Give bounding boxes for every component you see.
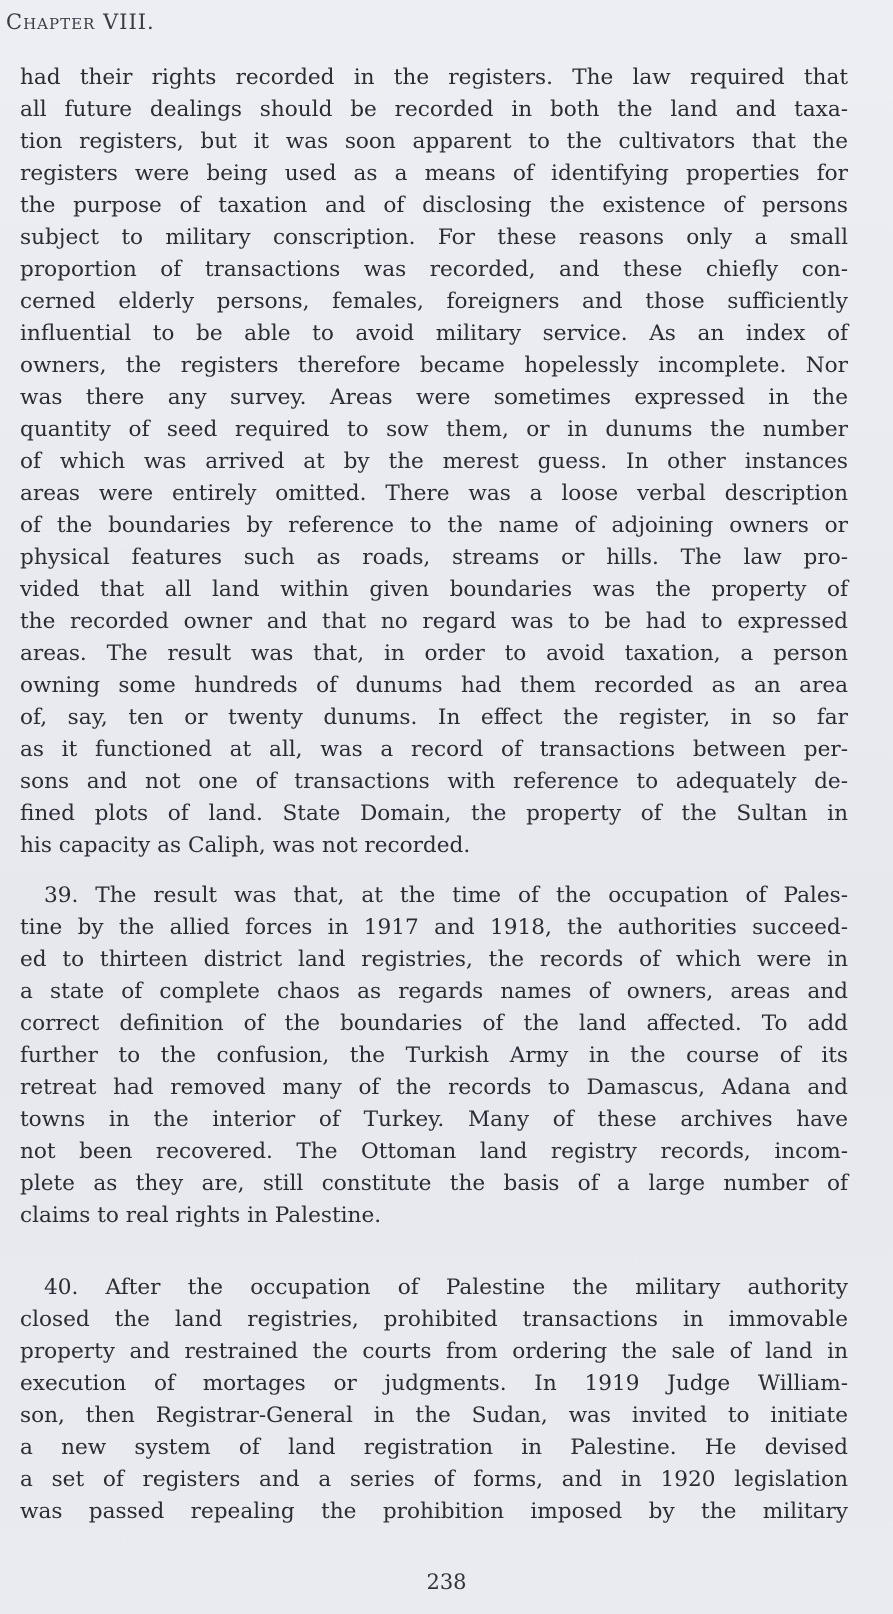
text-line: tion registers, but it was soon apparent to the cultivators that the bbox=[20, 129, 848, 154]
text-line: influential to be able to avoid military service. As an index of bbox=[20, 321, 848, 346]
text-line: as it functioned at all, was a record of transactions between per- bbox=[20, 737, 848, 762]
text-line: son, then Registrar-General in the Sudan, was invited to initiate bbox=[20, 1403, 848, 1428]
text-line: his capacity as Caliph, was not recorded. bbox=[20, 833, 471, 858]
paragraph-40-start: 40. After the occupation of Palestine the military authority bbox=[44, 1275, 848, 1300]
text-line: quantity of seed required to sow them, or in dunums the number bbox=[20, 417, 848, 442]
text-line: further to the confusion, the Turkish Army in the course of its bbox=[20, 1043, 848, 1068]
text-line: a state of complete chaos as regards names of owners, areas and bbox=[20, 979, 848, 1004]
text-line: retreat had removed many of the records to Damascus, Adana and bbox=[20, 1075, 848, 1100]
text-line: property and restrained the courts from ordering the sale of land in bbox=[20, 1339, 848, 1364]
text-line: the purpose of taxation and of disclosing the existence of persons bbox=[20, 193, 848, 218]
text-line: proportion of transactions was recorded, and these chiefly con- bbox=[20, 257, 848, 282]
text-line: had their rights recorded in the registers. The law required that bbox=[20, 65, 848, 90]
text-line: towns in the interior of Turkey. Many of these archives have bbox=[20, 1107, 848, 1132]
text-line: registers were being used as a means of identifying properties for bbox=[20, 161, 848, 186]
text-line: sons and not one of transactions with reference to adequately de- bbox=[20, 769, 848, 794]
text-line: correct definition of the boundaries of the land affected. To add bbox=[20, 1011, 848, 1036]
text-line: all future dealings should be recorded in both the land and taxa- bbox=[20, 97, 848, 122]
text-line: was there any survey. Areas were sometimes expressed in the bbox=[20, 385, 848, 410]
text-line: areas were entirely omitted. There was a loose verbal description bbox=[20, 481, 848, 506]
paragraph-39-start: 39. The result was that, at the time of the occupation of Pales- bbox=[44, 883, 848, 908]
chapter-heading: Chapter VIII. bbox=[6, 10, 155, 34]
text-line: the recorded owner and that no regard was to be had to expressed bbox=[20, 609, 848, 634]
text-line: a set of registers and a series of forms, and in 1920 legislation bbox=[20, 1467, 848, 1492]
text-line: subject to military conscription. For these reasons only a small bbox=[20, 225, 848, 250]
text-line: closed the land registries, prohibited transactions in immovable bbox=[20, 1307, 848, 1332]
text-line: areas. The result was that, in order to avoid taxation, a person bbox=[20, 641, 848, 666]
text-line: execution of mortages or judgments. In 1919 Judge William- bbox=[20, 1371, 848, 1396]
text-line: tine by the allied forces in 1917 and 1918, the authorities succeed- bbox=[20, 915, 848, 940]
text-line: physical features such as roads, streams or hills. The law pro- bbox=[20, 545, 848, 570]
text-line: cerned elderly persons, females, foreigners and those sufficiently bbox=[20, 289, 848, 314]
page-number: 238 bbox=[426, 1570, 467, 1594]
text-line: of the boundaries by reference to the name of adjoining owners or bbox=[20, 513, 848, 538]
text-line: vided that all land within given boundaries was the property of bbox=[20, 577, 848, 602]
text-line: claims to real rights in Palestine. bbox=[20, 1203, 382, 1228]
text-line: owning some hundreds of dunums had them recorded as an area bbox=[20, 673, 848, 698]
text-line: owners, the registers therefore became hopelessly incomplete. Nor bbox=[20, 353, 848, 378]
text-line: fined plots of land. State Domain, the property of the Sultan in bbox=[20, 801, 848, 826]
text-line: plete as they are, still constitute the basis of a large number of bbox=[20, 1171, 848, 1196]
text-line: was passed repealing the prohibition imposed by the military bbox=[20, 1499, 848, 1524]
text-line: ed to thirteen district land registries, the records of which were in bbox=[20, 947, 848, 972]
text-line: not been recovered. The Ottoman land registry records, incom- bbox=[20, 1139, 848, 1164]
text-line: of, say, ten or twenty dunums. In effect the register, in so far bbox=[20, 705, 848, 730]
text-line: a new system of land registration in Palestine. He devised bbox=[20, 1435, 848, 1460]
text-line: of which was arrived at by the merest guess. In other instances bbox=[20, 449, 848, 474]
